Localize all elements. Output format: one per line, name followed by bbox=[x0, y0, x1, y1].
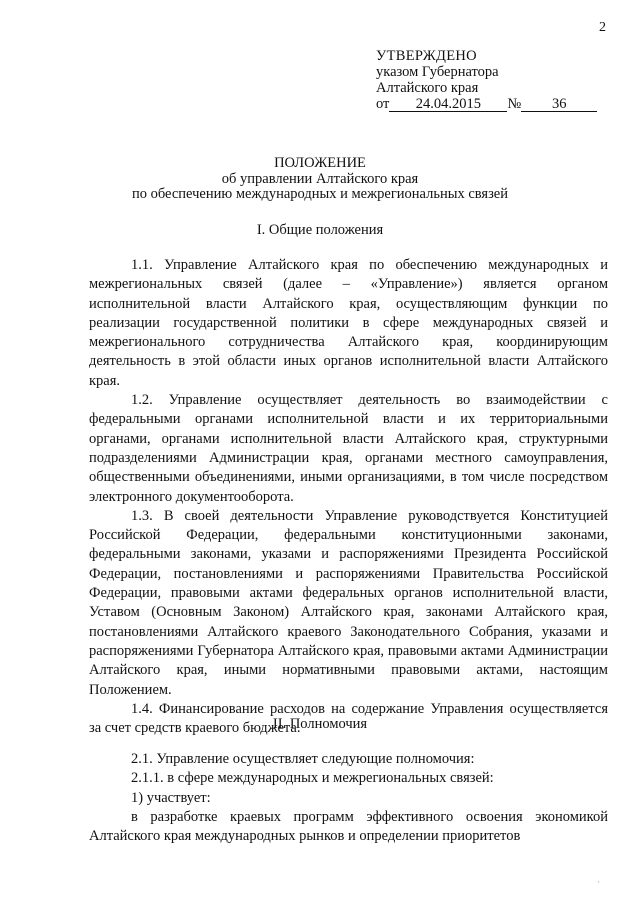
approval-line-approved: УТВЕРЖДЕНО bbox=[376, 48, 477, 64]
section-1-heading: I. Общие положения bbox=[256, 222, 384, 238]
approval-line-decree: указом Губернатора bbox=[376, 64, 499, 80]
paragraph-2-item-1-text: в разработке краевых программ эффективного освоения экономикой Алтайского края международных рынков и определении приоритетов bbox=[89, 808, 608, 845]
approval-block bbox=[376, 48, 597, 112]
paragraph-2-1-1: 2.1.1. в сфере международных и межрегиональных связей: bbox=[131, 770, 494, 787]
approval-line-region: Алтайского края bbox=[376, 80, 479, 96]
corner-scan-mark: · bbox=[597, 877, 600, 887]
title-line-2: об управлении Алтайского края bbox=[221, 170, 419, 187]
section-1-body bbox=[89, 256, 608, 738]
document-title bbox=[0, 156, 640, 203]
paragraph-1-2: 1.2. Управление осуществляет деятельность во взаимодействии с федеральными органами исполнительной власти и их территориальными органами, органами исполнительной власти Алтайского края, структурными подразделениями Администрации края, органами местного самоуправления, общественными объединениями, иными организациями, в том числе посредством электронного документооборота. bbox=[89, 392, 608, 505]
page-number: 2 bbox=[599, 20, 606, 35]
approval-date-number-line bbox=[376, 96, 597, 112]
title-line-3: по обеспечению международных и межрегиональных связей bbox=[131, 186, 509, 202]
approval-number-sign: № bbox=[507, 96, 522, 112]
paragraph-1-4: 1.4. Финансирование расходов на содержание Управления осуществляется за счет средств краевого бюджета. bbox=[89, 700, 608, 737]
approval-from-prefix: от bbox=[376, 96, 390, 112]
section-2-heading: II. Полномочия bbox=[272, 716, 368, 732]
section-2-body bbox=[89, 750, 608, 846]
approval-number: 36 bbox=[521, 97, 597, 112]
paragraph-2-item-1: 1) участвует: bbox=[131, 789, 211, 806]
paragraph-2-1: 2.1. Управление осуществляет следующие полномочия: bbox=[131, 751, 475, 767]
paragraph-1-3: 1.3. В своей деятельности Управление руководствуется Конституцией Российской Федерации, федеральными конституционными законами, федеральными законами, указами и распоряжениями Президента Российской Федерации, постановлениями и распоряжениями Правительства Российской Федерации, правовыми актами федеральных органов исполнительной власти, Уставом (Основным Законом) Алтайского края, законами Алтайского края, постановлениями Алтайского краевого Законодательного Собрания, указами и распоряжениями Губернатора Алтайского края, правовыми актами Администрации Алтайского края, иными нормативными правовыми актами, настоящим Положением. bbox=[89, 507, 608, 698]
title-line-1: ПОЛОЖЕНИЕ bbox=[274, 155, 366, 171]
paragraph-1-1: 1.1. Управление Алтайского края по обеспечению международных и межрегиональных связей (далее – «Управление») является органом исполнительной власти Алтайского края, осуществляющим функции по реализации государственной политики в сфере международных связей и межрегионального сотрудничества Алтайского края, координирующим деятельность в этой области иных органов исполнительной власти Алтайского края. bbox=[89, 257, 608, 389]
approval-date: 24.04.2015 bbox=[389, 97, 507, 112]
